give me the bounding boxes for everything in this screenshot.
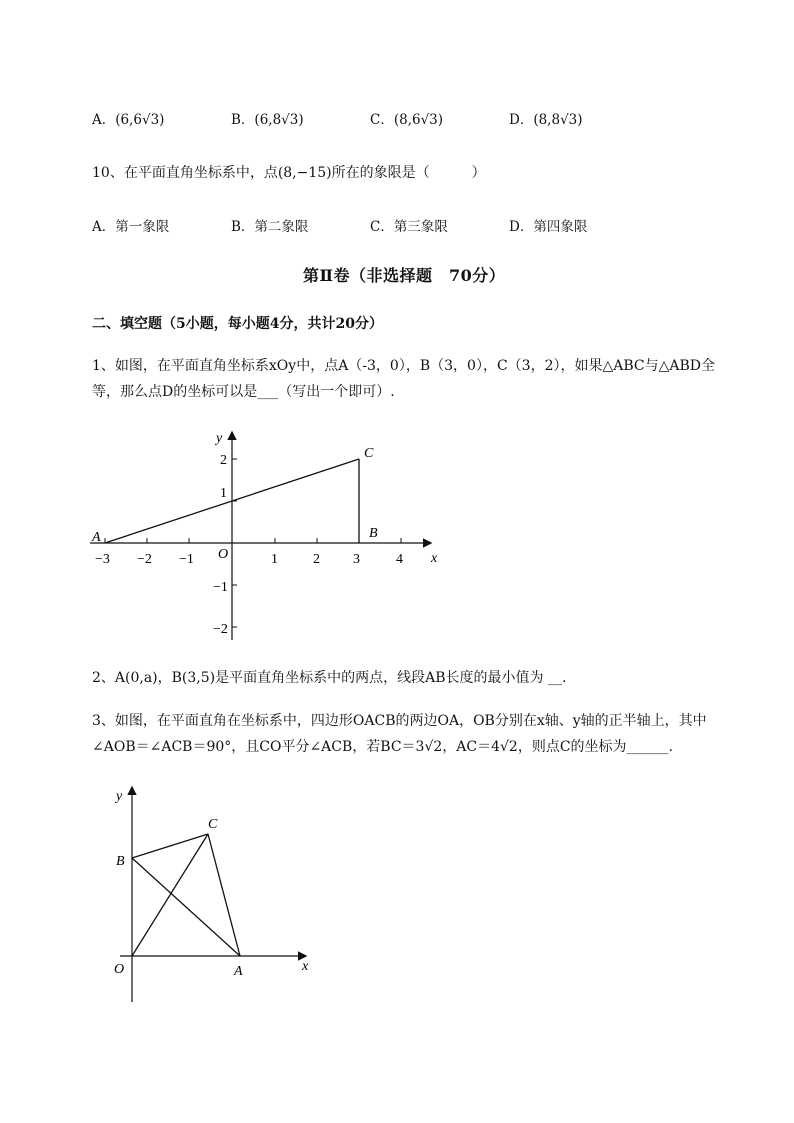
graph1-x-label: x — [431, 551, 438, 566]
graph2-segment-ca — [208, 834, 240, 956]
q9-option-b: B．(6,8√3) — [231, 112, 304, 128]
graph1-point-c-label: C — [364, 446, 374, 461]
graph2-x-label: x — [302, 959, 309, 974]
graph1-point-b-label: B — [369, 526, 378, 541]
section2-header: 二、填空题（5小题，每小题4分，共计20分） — [92, 316, 383, 332]
graph1-y-tick: −2 — [213, 622, 228, 637]
graph2-segment-bc — [132, 834, 208, 858]
graph2-y-label: y — [116, 789, 123, 804]
graph1-x-tick: 4 — [396, 552, 403, 567]
fill2-text: 2、A(0,a)，B(3,5)是平面直角坐标系中的两点，线段AB长度的最小值为 __. — [92, 670, 567, 686]
graph2-point-b-label: B — [116, 854, 125, 869]
graph1-x-tick: 2 — [313, 552, 320, 567]
graph2-point-a-label: A — [234, 964, 243, 979]
graph2-origin-label: O — [114, 962, 125, 977]
q10-option-a: A．第一象限 — [92, 219, 170, 235]
fill3-line1: 3、如图，在平面直角在坐标系中，四边形OACB的两边OA，OB分别在x轴、y轴的正半轴上，其中 — [92, 713, 707, 729]
q10-option-c: C．第三象限 — [370, 219, 448, 235]
graph1-x-tick: 1 — [271, 552, 278, 567]
graph1-x-tick: −2 — [137, 552, 152, 567]
q10-option-d: D．第四象限 — [509, 219, 588, 235]
graph1-x-tick: −3 — [95, 552, 110, 567]
graph2-segment-ba — [132, 858, 240, 956]
graph1-origin-label: O — [218, 547, 229, 562]
graph1-y-tick: −1 — [213, 580, 228, 595]
graph1-x-tick: −1 — [179, 552, 194, 567]
graph1-y-tick: 2 — [220, 453, 227, 468]
q9-option-a: A．(6,6√3) — [92, 112, 165, 128]
graph2-figure — [100, 780, 325, 1010]
graph1-y-label: y — [216, 431, 223, 446]
graph2-segment-oc — [132, 834, 208, 956]
graph1-figure — [85, 425, 455, 650]
fill3-line2: ∠AOB＝∠ACB＝90°，且CO平分∠ACB，若BC＝3√2，AC＝4√2，则点C的坐标为______. — [92, 739, 674, 755]
q9-option-d: D．(8,8√3) — [509, 112, 583, 128]
q10-option-b: B．第二象限 — [231, 219, 309, 235]
fill1-line2: 等，那么点D的坐标可以是___（写出一个即可）. — [92, 384, 395, 400]
graph1-x-tick: 3 — [353, 552, 360, 567]
q9-option-c: C．(8,6√3) — [370, 112, 444, 128]
q10-text: 10、在平面直角坐标系中，点(8,−15)所在的象限是（ ） — [92, 165, 486, 181]
graph2-point-c-label: C — [208, 817, 218, 832]
part2-title: 第Ⅱ卷（非选择题 70分） — [303, 266, 506, 285]
graph1-y-tick: 1 — [220, 486, 227, 501]
graph1-point-a-label: A — [92, 530, 101, 545]
fill1-line1: 1、如图，在平面直角坐标系xOy中，点A（-3，0），B（3，0），C（3，2），如果△ABC与△ABD全 — [92, 358, 715, 374]
